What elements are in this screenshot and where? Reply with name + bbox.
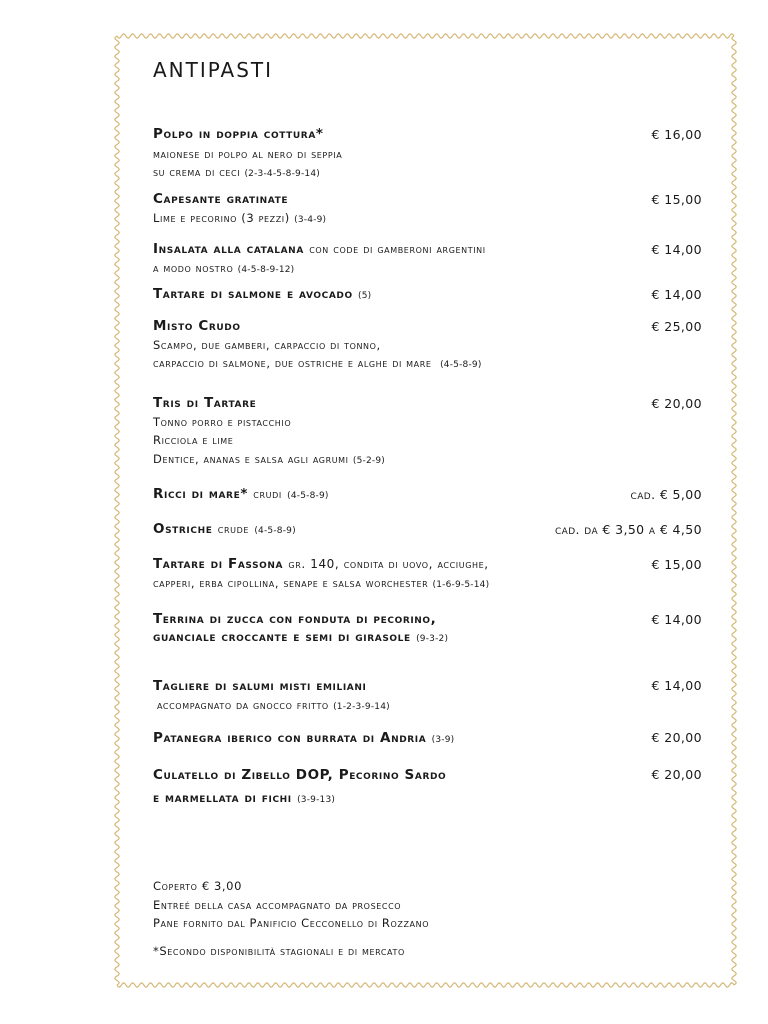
item-9-name-line2: guanciale croccante e semi di girasole (9-3-2) <box>153 629 449 645</box>
item-12-name: Culatello di Zibello DOP, Pecorino Sardo <box>153 767 447 783</box>
item-5-desc-line: Ricciola e lime <box>153 433 234 447</box>
item-6-price: cad. € 5,00 <box>630 487 702 502</box>
item-4-price: € 25,00 <box>651 319 702 334</box>
footer-coperto: Coperto € 3,00 <box>153 879 242 893</box>
item-10-price: € 14,00 <box>651 678 702 693</box>
item-7-name: Ostriche crude (4-5-8-9) <box>153 521 296 537</box>
item-11-name: Patanegra iberico con burrata di Andria (3-9) <box>153 730 455 746</box>
item-2-name: Insalata alla catalana con code di gamberoni argentini <box>153 241 486 257</box>
item-0-name: Polpo in doppia cottura* <box>153 126 324 142</box>
item-1-price: € 15,00 <box>651 192 702 207</box>
item-10-name: Tagliere di salumi misti emiliani <box>153 678 367 694</box>
item-3-price: € 14,00 <box>651 287 702 302</box>
item-0-desc-line: su crema di ceci (2-3-4-5-8-9-14) <box>153 165 320 179</box>
item-2-desc-line: a modo nostro (4-5-8-9-12) <box>153 261 295 275</box>
item-5-price: € 20,00 <box>651 396 702 411</box>
item-11-price: € 20,00 <box>651 730 702 745</box>
section-title: ANTIPASTI <box>153 58 274 82</box>
border-left <box>115 36 119 985</box>
item-8-name: Tartare di Fassona gr. 140, condita di uovo, acciughe, <box>153 556 489 572</box>
item-1-name: Capesante gratinate <box>153 191 289 207</box>
item-8-desc-line: capperi, erba cipollina, senape e salsa worchester (1-6-9-5-14) <box>153 576 490 590</box>
item-5-name: Tris di Tartare <box>153 395 257 411</box>
item-7-price: cad. da € 3,50 a € 4,50 <box>554 522 702 537</box>
item-10-desc-line: accompagnato da gnocco fritto (1-2-3-9-14) <box>157 698 390 712</box>
item-8-price: € 15,00 <box>651 557 702 572</box>
item-3-name: Tartare di salmone e avocado (5) <box>153 286 372 302</box>
item-6-name: Ricci di mare* crudi (4-5-8-9) <box>153 486 329 502</box>
item-5-desc-line: Dentice, ananas e salsa agli agrumi (5-2-9) <box>153 452 386 466</box>
item-1-desc-line: Lime e pecorino (3 pezzi) (3-4-9) <box>153 211 327 225</box>
border-top <box>117 34 734 38</box>
item-4-desc-line: carpaccio di salmone, due ostriche e alghe di mare (4-5-8-9) <box>153 356 482 370</box>
item-0-price: € 16,00 <box>651 127 702 142</box>
item-5-desc-line: Tonno porro e pistacchio <box>153 415 292 429</box>
footer-pane: Pane fornito dal Panificio Cecconello di Rozzano <box>153 916 430 930</box>
item-2-price: € 14,00 <box>651 242 702 257</box>
footer-note: *Secondo disponibilità stagionali e di mercato <box>153 944 405 958</box>
item-9-name: Terrina di zucca con fonduta di pecorino, <box>153 611 437 627</box>
footer-entree: Entreé della casa accompagnato da prosecco <box>153 898 402 912</box>
item-4-name: Misto Crudo <box>153 318 241 334</box>
border-right <box>732 36 736 985</box>
item-0-desc-line: maionese di polpo al nero di seppia <box>153 147 343 161</box>
border-bottom <box>117 983 734 987</box>
item-4-desc-line: Scampo, due gamberi, carpaccio di tonno, <box>153 338 381 352</box>
item-12-price: € 20,00 <box>651 767 702 782</box>
item-9-price: € 14,00 <box>651 612 702 627</box>
item-12-name-line2: e marmellata di fichi (3-9-13) <box>153 790 336 806</box>
